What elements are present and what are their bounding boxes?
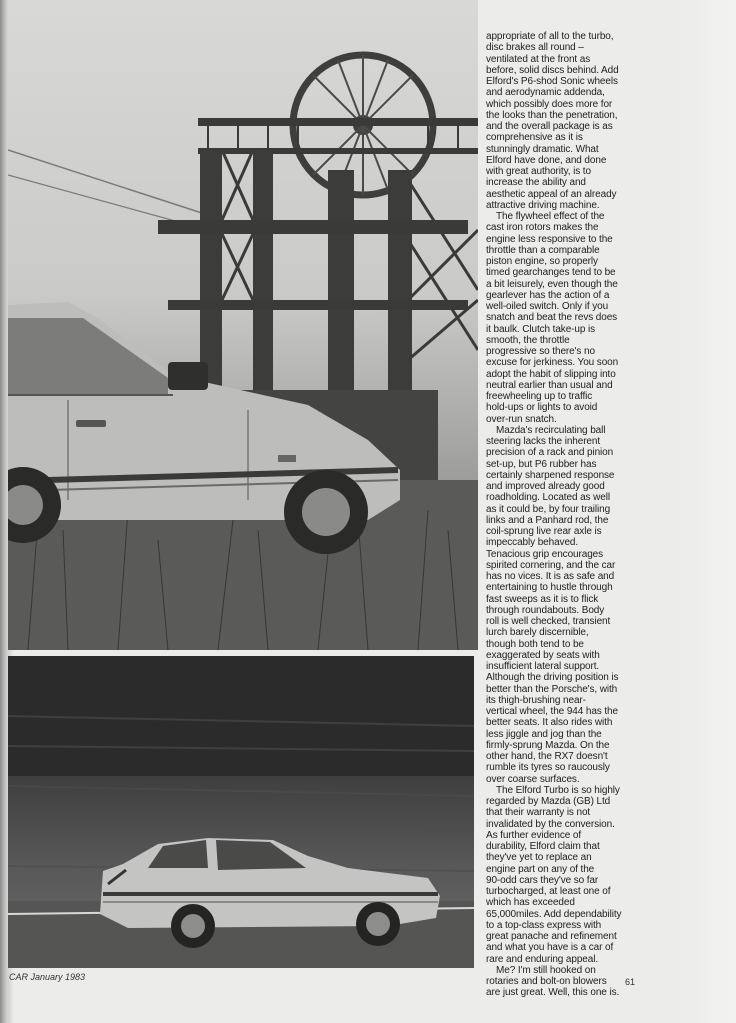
article-paragraph: appropriate of all to the turbo, disc brakes all round – ventilated at the front as before, solid discs behind. Add Elford's P6-shod Sonic wheels and aerodynamic addenda, which possibly does more for the looks than the penetration, and the overall package is as comprehensive as it is stunningly dramatic. What Elford have done, and done with great authority, is to increase the ability and aesthetic appeal of an already attractive driving machine. [486,31,619,211]
article-paragraph: The flywheel effect of the cast iron rotors makes the engine less responsive to the throttle than a comparable piston engine, so properly timed gearchanges tend to be a bit leisurely, even though the gearlever has the action of a well-oiled switch. Only if you snatch and beat the revs does it baulk. Clutch take-up is smooth, the throttle progressive so there's no excuse for jerkiness. You soon adopt the habit of slipping into neutral earlier than usual and freewheeling up to traffic hold-ups or lights to avoid over-run snatch. [486,211,619,425]
photo-rx7-driving [8,656,474,968]
page-number: 61 [625,977,636,987]
power-line [8,150,208,215]
page-edge-shade [676,0,736,1023]
issue-label: CAR January 1983 [9,972,86,982]
article-paragraph: Mazda's recirculating ball steering lacks the inherent precision of a rack and pinion set-up, but P6 rubber has certainly sharpened response and improved already good roadholding. Located as well as it could be, by four trailing links and a Panhard rod, the coil-sprung live rear axle is impeccably behaved. Tenacious grip encourages spirited cornering, and the car has no vices. It is as safe and entertaining to hustle through fast sweeps as it is to flick through roundabouts. Body roll is well checked, transient lurch barely discernible, though both tend to be exaggerated by seats with insufficient lateral support. Although the driving position is better than the Porsche's, with its thigh-brushing near- vertical wheel, the 944 has the better seats. It also rides with less jiggle and jog than the firmly-sprung Mazda. On the other hand, the RX7 doesn't rumble its tyres so raucously over coarse surfaces. [486,424,619,785]
article-paragraph: The Elford Turbo is so highly regarded by Mazda (GB) Ltd that their warranty is not invalidated by the conversion. As further evidence of durability, Elford claim that they've yet to replace an engine part on any of the 90-odd cars they've so far turbocharged, at least one of which has exceeded 65,000miles. Add dependability to a top-class express with great panache and refinement and what you have is a car of rare and enduring appeal. [486,784,622,965]
photo-rx7-headframe [8,0,478,650]
article-paragraph: Me? I'm still hooked on rotaries and bolt-on blowers are just great. Well, this one is. [486,964,620,999]
article-text-column [486,31,646,999]
